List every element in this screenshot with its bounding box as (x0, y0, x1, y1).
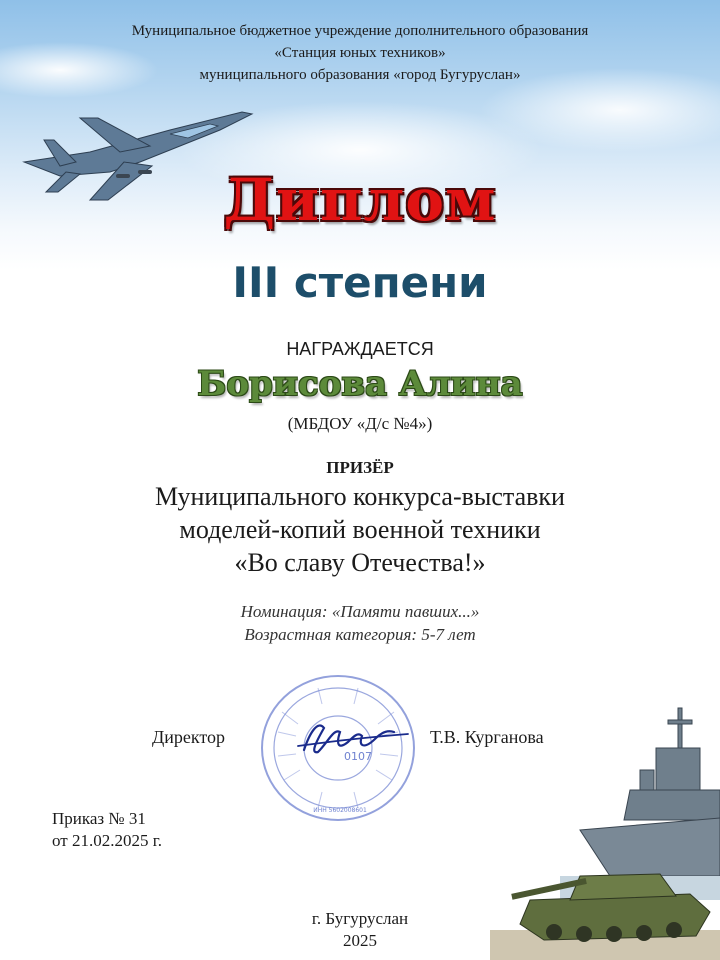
signature-name: Т.В. Курганова (430, 727, 544, 747)
recipient-organization: (МБДОУ «Д/с №4») (287, 414, 433, 433)
organization-header (0, 20, 720, 86)
signature-position: Директор (152, 727, 226, 747)
contest-line-2: моделей-копий военной техники (179, 515, 541, 544)
award-status: ПРИЗЁР (326, 458, 394, 477)
header-line-2: «Станция юных техников» (274, 45, 446, 61)
order-number: Приказ № 31 (52, 809, 146, 828)
nomination-block (0, 600, 720, 646)
age-category: Возрастная категория: 5-7 лет (244, 625, 476, 644)
footer-block (0, 908, 720, 952)
order-date: от 21.02.2025 г. (52, 831, 163, 850)
header-line-3: муниципального образования «город Бугуруслан» (199, 67, 521, 83)
diploma-title: Диплом (223, 166, 497, 234)
footer-year: 2025 (343, 931, 377, 950)
order-block (52, 808, 162, 852)
official-stamp (258, 672, 418, 824)
contest-line-3: «Во славу Отечества!» (234, 548, 486, 577)
footer-city: г. Бугуруслан (311, 909, 409, 928)
recipient-name: Борисова Алина (197, 364, 523, 404)
awarded-label: НАГРАЖДАЕТСЯ (286, 339, 434, 359)
header-line-1: Муниципальное бюджетное учреждение дополнительного образования (131, 23, 589, 39)
nomination: Номинация: «Памяти павших...» (240, 602, 480, 621)
stamp-inn: ИНН 5602008601 (313, 807, 367, 814)
stamp-code: 0107 (344, 750, 372, 763)
contest-line-1: Муниципального конкурса-выставки (155, 482, 565, 511)
diploma-degree: III степени (232, 258, 488, 307)
contest-name (0, 480, 720, 579)
